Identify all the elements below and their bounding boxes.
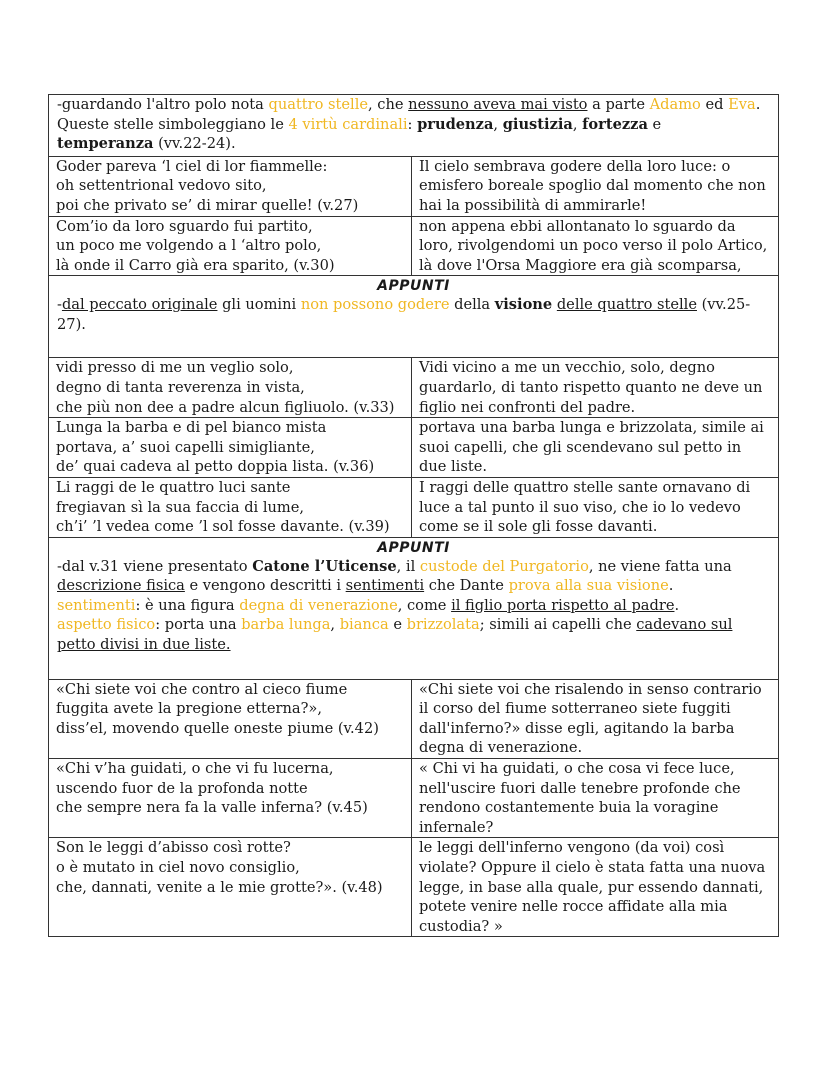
highlight: bianca	[339, 616, 389, 634]
paraphrase-line: portava una barba lunga e brizzolata, simile ai	[419, 419, 764, 437]
bold-text: visione	[494, 296, 553, 314]
text: : porta una	[155, 616, 242, 634]
original-verse-cell	[49, 838, 412, 936]
verse-row	[49, 157, 778, 217]
paraphrase-line: I raggi delle quattro stelle sante ornavano di	[419, 478, 751, 496]
verse-row	[49, 759, 778, 838]
text: -dal v.31 viene presentato	[57, 557, 253, 575]
verse-line: portava, a’ suoi capelli simigliante,	[56, 438, 315, 456]
verse-line: diss’el, movendo quelle oneste piume (v.42)	[56, 719, 379, 737]
text: , che	[368, 96, 409, 113]
verses-group-3	[49, 680, 778, 938]
paraphrase-line: non appena ebbi allontanato lo sguardo da	[419, 217, 736, 235]
verse-line: de’ quai cadeva al petto doppia lista. (v.36)	[56, 458, 375, 476]
text: .	[668, 577, 674, 595]
verse-row	[49, 680, 778, 759]
paraphrase-line: «Chi siete voi che risalendo in senso contrario	[419, 680, 762, 698]
paraphrase-line: figlio nei confronti del padre.	[419, 398, 636, 416]
verse-row	[49, 478, 778, 538]
verse-line: Son le leggi d’abisso così rotte?	[56, 839, 291, 857]
underlined-text: cadevano sul	[636, 616, 733, 634]
text: , come	[397, 596, 452, 614]
text: -guardando l'altro polo nota	[57, 96, 269, 113]
verse-line: uscendo fuor de la profonda notte	[56, 779, 308, 797]
paraphrase-line: Il cielo sembrava godere della loro luce: o	[419, 157, 731, 175]
document-table	[48, 94, 779, 937]
paraphrase-line: il corso del fiume sotterraneo siete fuggiti	[419, 700, 731, 718]
paraphrase-line: emisfero boreale spoglio dal momento che non	[419, 177, 766, 195]
paraphrase-cell	[412, 759, 778, 837]
paraphrase-line: infernale?	[419, 818, 494, 836]
bold-text: temperanza	[57, 135, 154, 153]
paraphrase-line: custodia? »	[419, 917, 503, 935]
paraphrase-cell	[412, 680, 778, 758]
verse-line: oh settentrional vedovo sito,	[56, 177, 267, 195]
paraphrase-line: guardarlo, di tanto rispetto quanto ne deve un	[419, 378, 763, 396]
paraphrase-line: due liste.	[419, 458, 487, 476]
appunti-heading: APPUNTI	[377, 539, 450, 556]
paraphrase-line: rendono costantemente buia la voragine	[419, 799, 719, 817]
verse-line: o è mutato in ciel novo consiglio,	[56, 859, 300, 877]
text: .	[755, 96, 761, 113]
intro-line-2	[57, 115, 770, 135]
appunti2-line-3	[57, 596, 770, 616]
verse-line: «Chi siete voi che contro al cieco fiume	[56, 680, 348, 698]
verse-row	[49, 358, 778, 418]
paraphrase-line: Vidi vicino a me un vecchio, solo, degno	[419, 359, 715, 377]
paraphrase-cell	[412, 358, 778, 417]
underlined-text: dal peccato originale	[61, 296, 218, 314]
bold-text: Catone l’Uticense	[252, 557, 397, 575]
paraphrase-line: hai la possibilità di ammirarle!	[419, 196, 647, 214]
appunti1-line-2: 27).	[57, 315, 86, 333]
text: .	[674, 596, 680, 614]
verses-group-2	[49, 358, 778, 537]
bold-text: giustizia	[502, 115, 573, 133]
appunti-box-2	[49, 538, 778, 680]
highlight: 4 virtù cardinali	[288, 115, 408, 133]
verse-line: che sempre nera fa la valle inferna? (v.45)	[56, 799, 368, 817]
paraphrase-line: le leggi dell'inferno vengono (da voi) così	[419, 839, 725, 857]
text: Queste stelle simboleggiano le	[57, 115, 289, 133]
text: ed	[700, 96, 729, 113]
verse-line: Goder pareva ‘l ciel di lor fiammelle:	[56, 157, 328, 175]
paraphrase-cell	[412, 838, 778, 936]
underlined-text: delle quattro stelle	[556, 296, 697, 314]
verse-line: fregiavan sì la sua faccia di lume,	[56, 498, 305, 516]
highlight: non possono godere	[300, 296, 450, 314]
text: ,	[493, 115, 503, 133]
text: che Dante	[424, 577, 509, 595]
highlight: custode del Purgatorio	[419, 557, 589, 575]
highlight: Eva	[728, 96, 756, 113]
appunti-heading: APPUNTI	[377, 278, 450, 295]
verse-line: vidi presso di me un veglio solo,	[56, 359, 294, 377]
text: (vv.22-24).	[153, 135, 236, 153]
bold-text: prudenza	[417, 115, 494, 133]
bold-text: fortezza	[582, 115, 648, 133]
appunti-box-1	[49, 276, 778, 358]
paraphrase-line: « Chi vi ha guidati, o che cosa vi fece luce,	[419, 760, 735, 778]
highlight: brizzolata	[406, 616, 480, 634]
appunti2-line-4	[57, 615, 770, 635]
verse-line: che più non dee a padre alcun figliuolo. (v.33)	[56, 398, 395, 416]
verse-line: «Chi v’ha guidati, o che vi fu lucerna,	[56, 760, 334, 778]
original-verse-cell	[49, 418, 412, 477]
original-verse-cell	[49, 217, 412, 276]
paraphrase-line: là dove l'Orsa Maggiore era già scomparsa,	[419, 256, 742, 274]
verse-line: degno di tanta reverenza in vista,	[56, 378, 305, 396]
appunti2-line-1	[57, 557, 770, 577]
text: e vengono descritti i	[184, 577, 346, 595]
paraphrase-line: dall'inferno?» disse egli, agitando la barba	[419, 719, 735, 737]
appunti1-line-1	[57, 295, 770, 315]
verses-group-1	[49, 157, 778, 277]
paraphrase-cell	[412, 217, 778, 276]
verse-line: là onde il Carro già era sparito, (v.30)	[56, 256, 335, 274]
original-verse-cell	[49, 680, 412, 758]
paraphrase-cell	[412, 157, 778, 216]
verse-row	[49, 217, 778, 277]
text: gli uomini	[217, 296, 301, 314]
text: :	[407, 115, 418, 133]
text: (vv.25-	[696, 296, 751, 314]
verse-line: Com’io da loro sguardo fui partito,	[56, 217, 313, 235]
highlight: quattro stelle	[268, 96, 369, 113]
original-verse-cell	[49, 358, 412, 417]
verse-line: fuggita avete la pregione etterna?»,	[56, 700, 322, 718]
paraphrase-line: luce a tal punto il suo viso, che io lo vedevo	[419, 498, 741, 516]
paraphrase-cell	[412, 478, 778, 537]
highlight: degna di venerazione	[239, 596, 398, 614]
verse-line: poi che privato se’ di mirar quelle! (v.27)	[56, 196, 359, 214]
verse-row	[49, 838, 778, 937]
appunti2-line-5: petto divisi in due liste.	[57, 636, 231, 654]
text: a parte	[587, 96, 650, 113]
original-verse-cell	[49, 157, 412, 216]
verse-line: Li raggi de le quattro luci sante	[56, 478, 291, 496]
text: -	[57, 296, 62, 314]
appunti2-line-2	[57, 576, 770, 596]
paraphrase-line: nell'uscire fuori dalle tenebre profonde che	[419, 779, 741, 797]
highlight: sentimenti	[57, 596, 136, 614]
paraphrase-cell	[412, 418, 778, 477]
paraphrase-line: violate? Oppure il cielo è stata fatta una nuova	[419, 859, 766, 877]
paraphrase-line: legge, in base alla quale, pur essendo dannati,	[419, 878, 764, 896]
text: ; simili ai capelli che	[479, 616, 637, 634]
paraphrase-line: come se il sole gli fosse davanti.	[419, 518, 658, 536]
text: della	[449, 296, 495, 314]
original-verse-cell	[49, 478, 412, 537]
intro-note	[49, 95, 778, 157]
verse-line: un poco me volgendo a l ‘altro polo,	[56, 237, 322, 255]
highlight: prova alla sua visione	[508, 577, 669, 595]
paraphrase-line: degna di venerazione.	[419, 739, 583, 757]
highlight: barba lunga	[241, 616, 331, 634]
text: : è una figura	[135, 596, 240, 614]
text: , il	[396, 557, 420, 575]
verse-line: che, dannati, venite a le mie grotte?». (v.48)	[56, 878, 383, 896]
underlined-text: nessuno aveva mai visto	[408, 96, 588, 113]
highlight: aspetto fisico	[57, 616, 156, 634]
text: e	[647, 115, 662, 133]
original-verse-cell	[49, 759, 412, 837]
paraphrase-line: loro, rivolgendomi un poco verso il polo Artico,	[419, 237, 768, 255]
intro-line-3	[57, 134, 770, 154]
paraphrase-line: potete venire nelle rocce affidate alla mia	[419, 898, 728, 916]
verse-row	[49, 418, 778, 478]
text: ,	[330, 616, 340, 634]
intro-line-1	[57, 95, 770, 115]
text: , ne viene fatta una	[588, 557, 732, 575]
underlined-text: il figlio porta rispetto al padre	[451, 596, 675, 614]
verse-line: Lunga la barba e di pel bianco mista	[56, 419, 327, 437]
underlined-text: descrizione fisica	[57, 577, 185, 595]
paraphrase-line: suoi capelli, che gli scendevano sul petto in	[419, 438, 742, 456]
underlined-text: sentimenti	[345, 577, 425, 595]
text: e	[388, 616, 407, 634]
verse-line: ch’i’ ’l vedea come ’l sol fosse davante. (v.39)	[56, 518, 390, 536]
highlight: Adamo	[649, 96, 701, 113]
text: ,	[572, 115, 583, 133]
